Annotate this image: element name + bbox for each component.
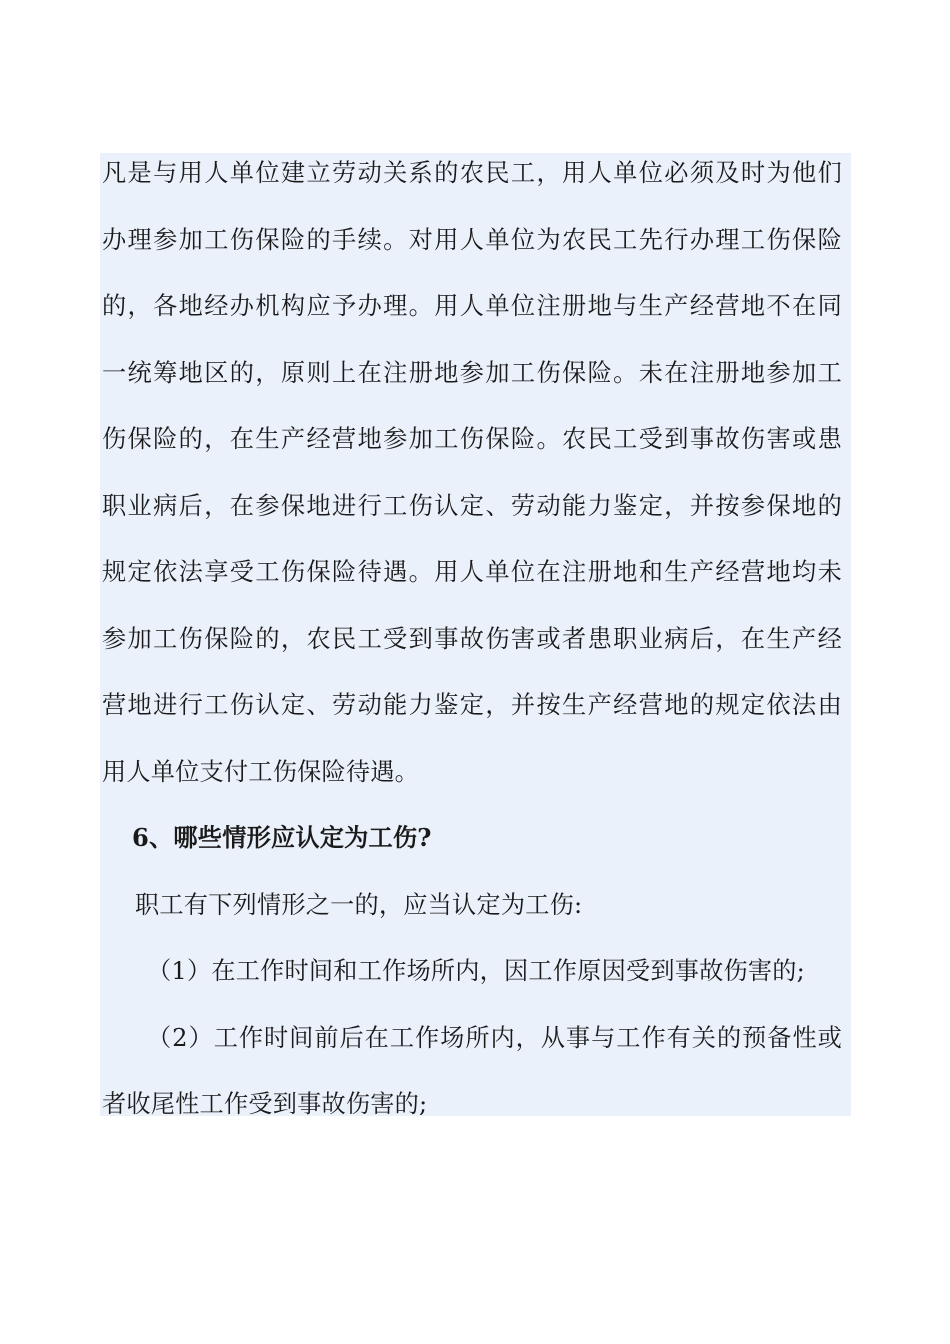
- list-item-1: （1）在工作时间和工作场所内，因工作原因受到事故伤害的;: [147, 957, 806, 985]
- paragraph-line: 一统筹地区的，原则上在注册地参加工伤保险。未在注册地参加工: [102, 358, 842, 387]
- document-body: [102, 140, 842, 1138]
- list-item-2-line-2: 者收尾性工作受到事故伤害的;: [102, 1090, 428, 1118]
- paragraph-line: 参加工伤保险的，农民工受到事故伤害或者患职业病后，在生产经: [102, 624, 842, 653]
- paragraph-line: 用人单位支付工伤保险待遇。: [102, 757, 420, 786]
- paragraph-line: 规定依法享受工伤保险待遇。用人单位在注册地和生产经营地均未: [102, 558, 842, 586]
- paragraph-line: 伤保险的，在生产经营地参加工伤保险。农民工受到事故伤害或患: [102, 425, 842, 453]
- section-6: [102, 805, 842, 1138]
- section-intro: 职工有下列情形之一的，应当认定为工伤:: [135, 890, 583, 919]
- paragraph-migrant-workers: [102, 140, 842, 805]
- paragraph-line: 凡是与用人单位建立劳动关系的农民工，用人单位必须及时为他们: [102, 159, 842, 187]
- paragraph-line: 办理参加工伤保险的手续。对用人单位为农民工先行办理工伤保险: [102, 225, 842, 254]
- paragraph-line: 营地进行工伤认定、劳动能力鉴定，并按生产经营地的规定依法由: [102, 691, 842, 719]
- paragraph-line: 的，各地经办机构应予办理。用人单位注册地与生产经营地不在同: [102, 292, 842, 320]
- list-item-2-line-1: （2）工作时间前后在工作场所内，从事与工作有关的预备性或: [147, 1023, 842, 1052]
- section-heading: 6、哪些情形应认定为工伤?: [132, 823, 432, 852]
- paragraph-line: 职业病后，在参保地进行工伤认定、劳动能力鉴定，并按参保地的: [102, 491, 842, 520]
